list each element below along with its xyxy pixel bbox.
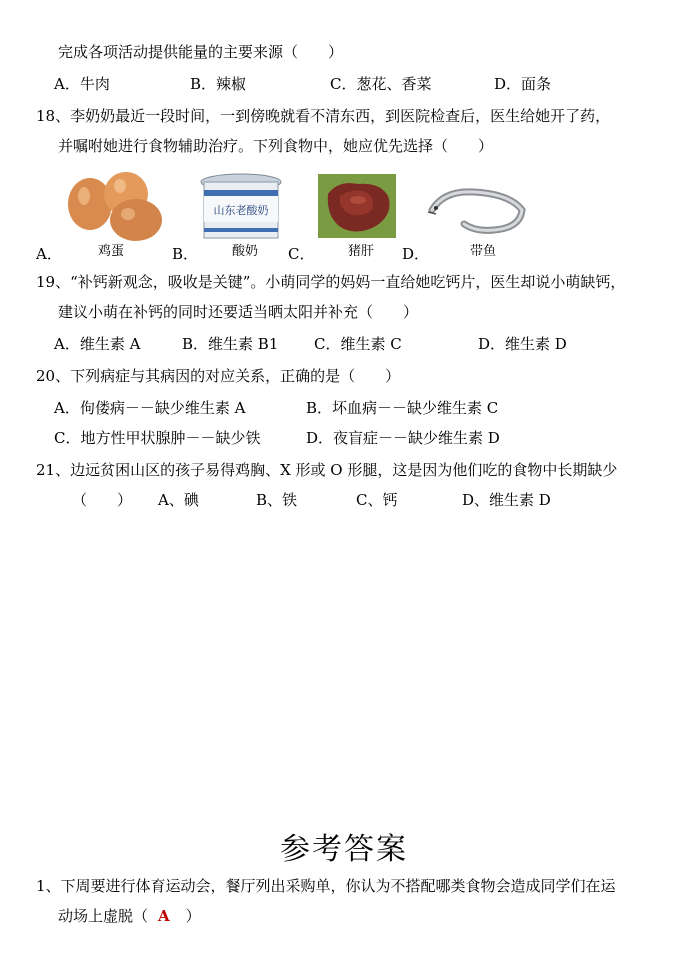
q20-option-d: D．夜盲症－－缺少维生素 D [306,429,500,447]
q19-stem-line1: 19、“补钙新观念，吸收是关键”。小萌同学的妈妈一直给她吃钙片，医生却说小萌缺钙， [36,273,626,291]
q17-option-c: C．葱花、香菜 [330,75,432,93]
q19-option-b: B．维生素 B1 [182,335,279,353]
fish-caption: 带鱼 [470,244,497,259]
q17-stem: 完成各项活动提供能量的主要来源（ ） [58,43,344,61]
liver-caption: 猪肝 [348,244,375,259]
q18-letter-a: A． [36,245,62,263]
eggs-image [64,170,168,242]
answer1-value: A [158,907,170,925]
q18-letter-b: B． [172,245,199,263]
answer1-line1: 1、下周要进行体育运动会，餐厅列出采购单，你认为不搭配哪类食物会造成同学们在运 [36,877,616,895]
q20-option-b: B．坏血病－－缺少维生素 C [306,399,499,417]
q20-option-a: A．佝偻病－－缺少维生素 A [54,399,246,417]
q20-stem: 20、下列病症与其病因的对应关系，正确的是（ ） [36,367,401,385]
q21-answer-paren: （ ） [72,491,133,509]
q19-option-d: D．维生素 D [478,335,567,353]
q19-stem-line2: 建议小萌在补钙的同时还要适当晒太阳并补充（ ） [58,303,419,321]
q18-letter-c: C． [288,245,315,263]
q17-option-d: D．面条 [494,75,552,93]
q21-option-c: C、钙 [356,491,398,509]
pig-liver-image [318,174,396,238]
answer1-prefix: 动场上虚脱（ [58,907,149,925]
hairtail-fish-image [424,180,528,242]
answer1-suffix: ） [185,907,201,925]
q18-stem-line1: 18、李奶奶最近一段时间，一到傍晚就看不清东西，到医院检查后，医生给她开了药， [36,107,611,125]
yogurt-label-text: 山东老酸奶 [213,204,269,217]
yogurt-caption: 酸奶 [232,244,259,259]
q18-stem-line2: 并嘱咐她进行食物辅助治疗。下列食物中，她应优先选择（ ） [58,137,494,155]
q20-option-c: C．地方性甲状腺肿－－缺少铁 [54,429,261,447]
q21-option-d: D、维生素 D [462,491,551,509]
q17-option-b: B．辣椒 [190,75,247,93]
q19-option-a: A．维生素 A [54,335,141,353]
egg-caption: 鸡蛋 [98,244,125,259]
q19-option-c: C．维生素 C [314,335,402,353]
q21-stem: 21、边远贫困山区的孩子易得鸡胸、X 形或 O 形腿，这是因为他们吃的食物中长期缺少 [36,461,618,479]
q21-option-b: B、铁 [256,491,298,509]
q21-option-a: A、碘 [158,491,199,509]
q18-letter-d: D． [402,245,430,263]
answer1-line2 [58,906,201,926]
yogurt-image [198,170,284,242]
answers-title: 参考答案 [280,832,408,867]
q17-option-a: A．牛肉 [54,75,110,93]
